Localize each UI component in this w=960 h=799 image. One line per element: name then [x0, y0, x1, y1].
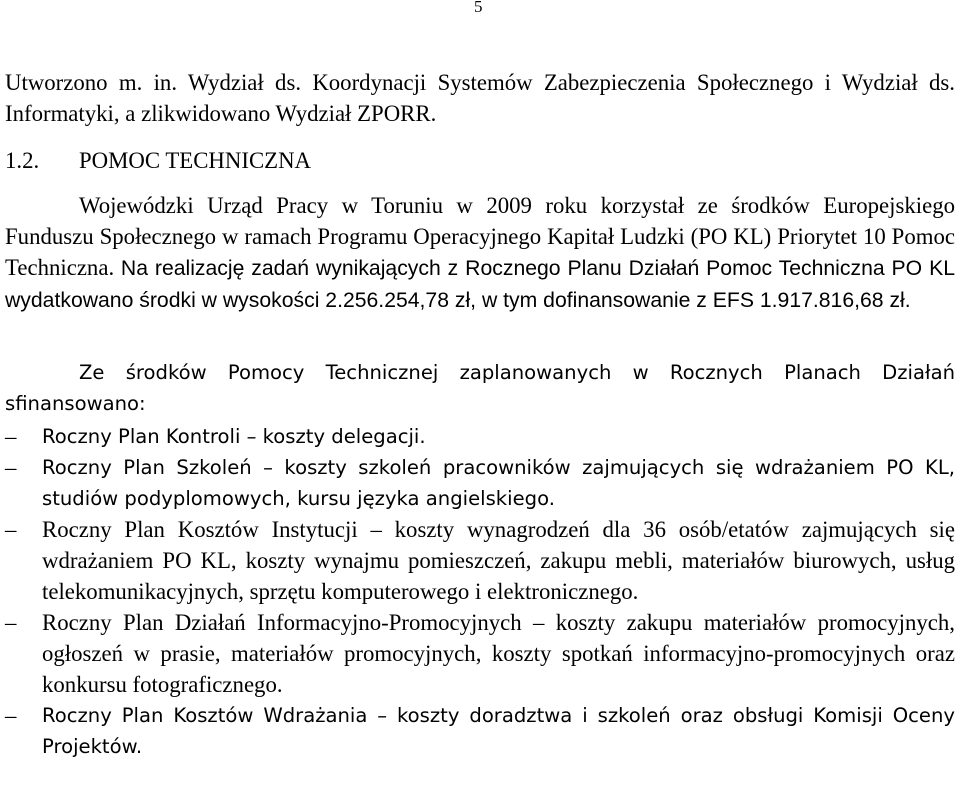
section-heading — [5, 145, 311, 176]
list-item — [5, 421, 955, 452]
page-number: 5 — [474, 0, 483, 16]
dash-bullet: – — [5, 455, 17, 480]
paragraph1-part1: Wojewódzki Urząd Pracy w Toruniu w 2009 roku korzystał ze środków Europejskiego Funduszu Społecznego w ramach Programu Operacyjnego Kapitał Ludzki (PO KL) Priorytet 10 Pomoc Techniczna. — [5, 193, 955, 280]
list-item-text: Roczny Plan Kosztów Wdrażania – koszty doradztwa i szkoleń oraz obsługi Komisji Oceny Projektów. — [42, 704, 955, 758]
dash-bullet: – — [5, 610, 17, 635]
financed-plans-list — [5, 421, 955, 762]
intro-paragraph: Utworzono m. in. Wydział ds. Koordynacji Systemów Zabezpieczenia Społecznego i Wydział ds. Informatyki, a zlikwidowano Wydział ZPORR. — [5, 70, 955, 126]
list-item-text: Roczny Plan Kontroli – koszty delegacji. — [42, 425, 426, 448]
list-item — [5, 514, 955, 607]
list-item — [5, 607, 955, 700]
list-item-text: Roczny Plan Szkoleń – koszty szkoleń pracowników zajmujących się wdrażaniem PO KL, studiów podyplomowych, kursu języka angielskiego. — [42, 456, 955, 510]
dash-bullet: – — [5, 517, 17, 542]
list-item-text: Roczny Plan Kosztów Instytucji – koszty wynagrodzeń dla 36 osób/etatów zajmujących się wdrażaniem PO KL, koszty wynajmu pomieszczeń, zakupu mebli, materiałów biurowych, usług telekomunikacyjnych, sprzętu komputerowego i elektronicznego. — [42, 517, 955, 604]
list-item — [5, 700, 955, 762]
section-number: 1.2. — [5, 148, 40, 173]
technical-assistance-paragraph — [5, 190, 955, 316]
list-item-text: Roczny Plan Działań Informacyjno-Promocyjnych – koszty zakupu materiałów promocyjnych, ogłoszeń w prasie, materiałów promocyjnych, koszty spotkań informacyjno-promocyjnych oraz konkursu fotograficznego. — [42, 610, 955, 697]
financed-intro-paragraph: Ze środków Pomocy Technicznej zaplanowanych w Rocznych Planach Działań sfinansowano: — [5, 361, 955, 415]
dash-bullet: – — [5, 424, 17, 449]
list-item — [5, 452, 955, 514]
paragraph1-part2: Na realizację zadań wynikających z Rocznego Planu Działań Pomoc Techniczna PO KL wydatkowano środki w wysokości 2.256.254,78 zł, w tym dofinansowanie z EFS 1.917.816,68 zł. — [5, 257, 955, 312]
section-title: POMOC TECHNICZNA — [79, 148, 311, 173]
dash-bullet: – — [5, 703, 17, 728]
